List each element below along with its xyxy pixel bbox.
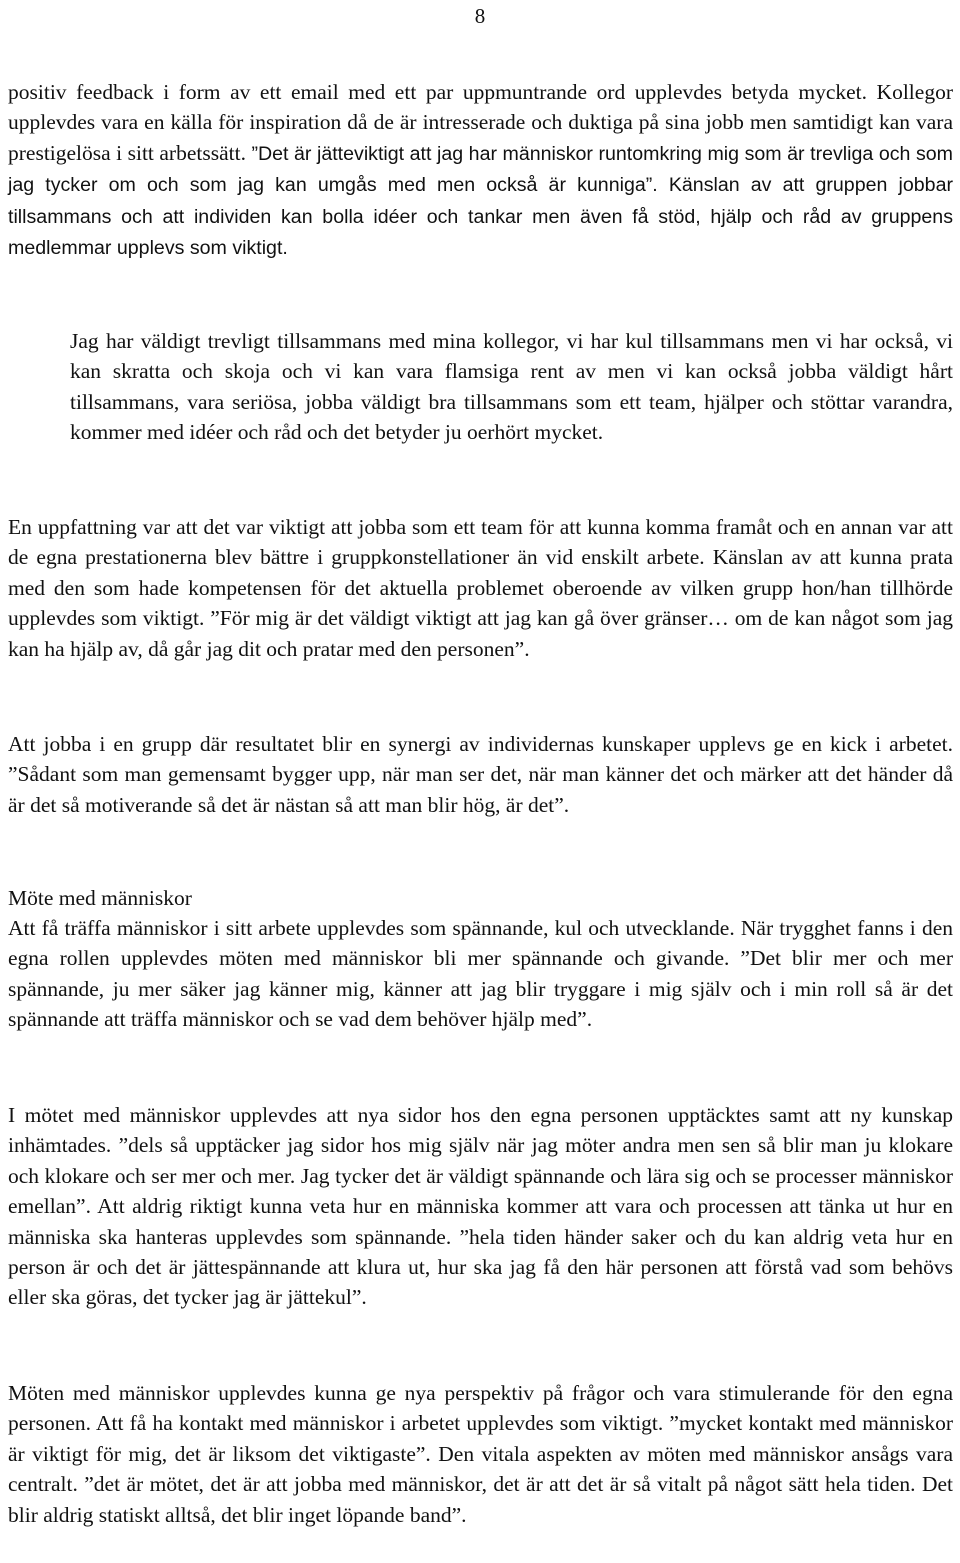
paragraph-perspective: [8, 1378, 953, 1530]
paragraph-discovery: [8, 1100, 953, 1313]
paragraph-synergy: [8, 729, 953, 820]
paragraph-discovery-text: I mötet med människor upplevdes att nya sidor hos den egna personen upptäcktes samt att ny kunskap inhämtades. ”dels så upptäcker jag sidor hos mig själv när jag möter andra men sen så blir man ju klokare och klokare och ser mer och mer. Jag tycker det är väldigt spännande och lära sig och se processer människor emellan”. Att aldrig riktigt kunna veta hur en människa kommer att vara och processen att tänka ut hur en människa ska hanteras upplevdes som spännande. ”hela tiden händer saker och du kan aldrig veta hur en person är och det är jättespännande att klura ut, hur ska jag få den här personen att förstå vad som behövs eller ska göras, det tycker jag är jättekul”.: [8, 1103, 953, 1310]
page-number: 8: [474, 4, 486, 28]
paragraph-meeting-people: [8, 913, 953, 1035]
block-quote: [70, 326, 953, 448]
block-quote-text: Jag har väldigt trevligt tillsammans med mina kollegor, vi har kul tillsammans men vi har också, vi kan skratta och skoja och vi kan vara flamsiga rent av men vi kan också jobba väldigt hårt tillsammans, vara seriösa, jobba väldigt bra tillsammans som ett team, hjälper och stöttar varandra, kommer med idéer och råd och det betyder ju oerhört mycket.: [70, 329, 953, 445]
section-heading: [8, 883, 953, 913]
paragraph-team: [8, 512, 953, 664]
paragraph-team-text: En uppfattning var att det var viktigt att jobba som ett team för att kunna komma framåt och en annan var att de egna prestationerna blev bättre i gruppkonstellationer än vid enskilt arbete. Känslan av att kunna prata med den som hade kompetensen för det aktuella problemet oberoende av vilken grupp hon/han tillhörde upplevdes som viktigt. ”För mig är det väldigt viktigt att jag kan gå över gränser… om de kan något som jag kan ha hjälp av, då går jag dit och pratar med den personen”.: [8, 515, 953, 661]
paragraph-colleagues-text: positiv feedback i form av ett email med ett par uppmuntrande ord upplevdes betyda mycket. Kollegor upplevdes vara en källa för inspiration då de är intresserade och duktiga på sina jobb men samtidigt kan vara prestigelösa i sitt arbetssätt.: [8, 80, 953, 165]
paragraph-colleagues: [8, 77, 953, 263]
paragraph-colleagues-sans-text: ”Det är jätteviktigt att jag har människor runtomkring mig som är trevliga och som jag tycker om och som jag kan umgås med men också är kunniga”. Känslan av att gruppen jobbar tillsammans och att individen kan bolla idéer och tankar men även få stöd, hjälp och råd av gruppens medlemmar upplevs som viktigt.: [8, 142, 953, 260]
paragraph-perspective-text: Möten med människor upplevdes kunna ge nya perspektiv på frågor och vara stimulerande för den egna personen. Att få ha kontakt med människor i arbetet upplevdes som viktigt. ”mycket kontakt med människor är viktigt för mig, det är liksom det viktigaste”. Den vitala aspekten av möten med människor ansågs vara centralt. ”det är mötet, det är att jobba med människor, det är att det är så vitalt på något sätt hela tiden. Det blir aldrig statiskt alltså, det blir inget löpande band”.: [8, 1381, 953, 1527]
paragraph-meeting-people-text: Att få träffa människor i sitt arbete upplevdes som spännande, kul och utvecklande. När trygghet fanns i den egna rollen upplevdes möten med människor bli mer spännande och givande. ”Det blir mer och mer spännande, ju mer säker jag känner mig, känner att jag blir tryggare i mig själv och i min roll så är det spännande att träffa människor och se vad dem behöver hjälp med”.: [8, 916, 953, 1032]
section-heading-text: Möte med människor: [8, 886, 192, 910]
paragraph-synergy-text: Att jobba i en grupp där resultatet blir en synergi av individernas kunskaper upplevs ge en kick i arbetet. ”Sådant som man gemensamt bygger upp, när man ser det, när man känner det och märker att det händer då är det så motiverande så det är nästan så att man blir hög, är det”.: [8, 732, 953, 817]
